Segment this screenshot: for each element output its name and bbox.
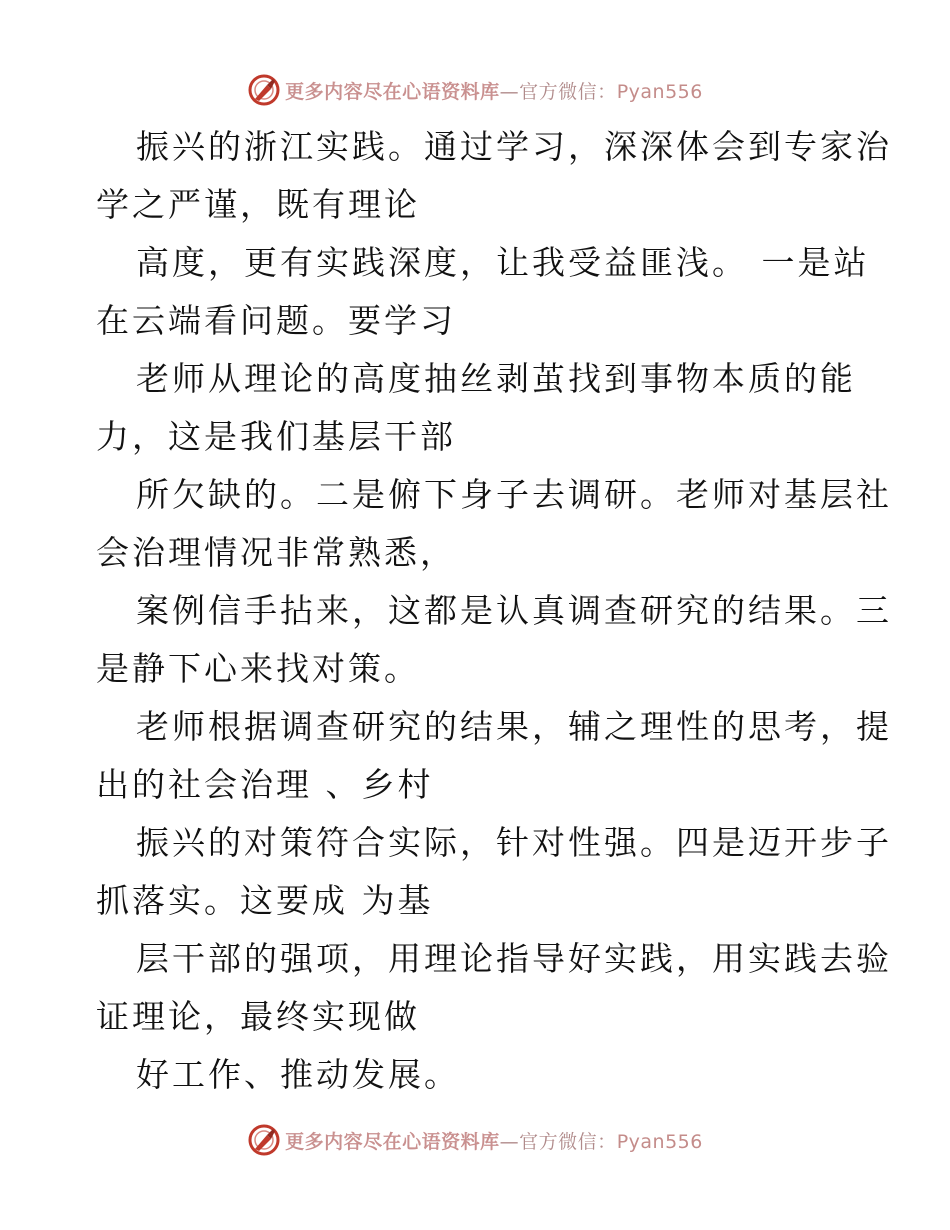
text-line: 在云端看问题。要学习 (96, 301, 456, 340)
text-line: 高度，更有实践深度，让我受益匪浅。 一是站 (136, 243, 870, 282)
text-line: 学之严谨，既有理论 (96, 185, 420, 224)
banner-brand: 更多内容尽在心语资料库 (285, 1130, 500, 1153)
text-line: 出的社会治理 、乡村 (96, 765, 434, 804)
banner-dash: — (499, 80, 520, 103)
text-line: 所欠缺的。二是俯下身子去调研。老师对基层社 (136, 475, 892, 514)
text-line: 案例信手拈来，这都是认真调查研究的结果。三 (136, 591, 892, 630)
text-line: 抓落实。这要成 为基 (96, 881, 434, 920)
banner-brand: 更多内容尽在心语资料库 (285, 80, 500, 103)
document-body (96, 118, 892, 1104)
text-line: 会治理情况非常熟悉， (96, 533, 456, 572)
text-line: 层干部的强项，用理论指导好实践，用实践去验 (136, 939, 892, 978)
banner-official: 官方微信： (519, 1130, 617, 1153)
banner-text (285, 1127, 703, 1154)
pen-nib-circle-icon (247, 1123, 281, 1157)
text-line: 老师根据调查研究的结果，辅之理性的思考，提 (136, 707, 892, 746)
text-line: 老师从理论的高度抽丝剥茧找到事物本质的能 (136, 359, 856, 398)
banner-text (285, 77, 703, 104)
banner-handle: Pyan556 (616, 80, 703, 103)
text-line: 是静下心来找对策。 (96, 649, 420, 688)
text-line: 振兴的对策符合实际，针对性强。四是迈开步子 (136, 823, 892, 862)
text-line: 好工作、推动发展。 (136, 1055, 460, 1094)
banner-official: 官方微信： (519, 80, 617, 103)
footer-banner (0, 1120, 950, 1160)
banner-dash: — (499, 1130, 520, 1153)
header-banner (0, 70, 950, 110)
text-line: 振兴的浙江实践。通过学习，深深体会到专家治 (136, 127, 892, 166)
pen-nib-circle-icon (247, 73, 281, 107)
text-line: 证理论，最终实现做 (96, 997, 420, 1036)
text-line: 力，这是我们基层干部 (96, 417, 456, 456)
banner-handle: Pyan556 (616, 1130, 703, 1153)
